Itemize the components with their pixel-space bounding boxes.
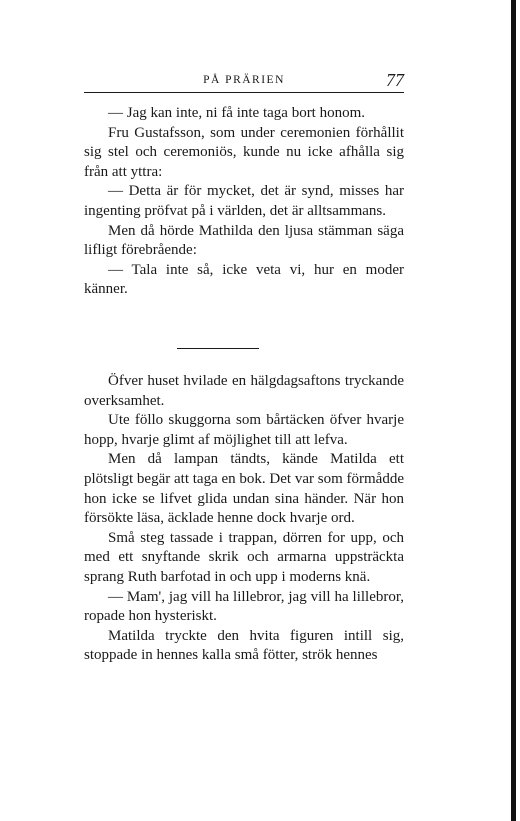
paragraph: Matilda tryckte den hvita figuren intill sig, stoppade in hennes kalla små fötter, strök hennes [84, 627, 404, 664]
paragraph: Men då lampan tändts, kände Matilda ett plötsligt begär att taga en bok. Det var som förmådde hon icke se lifvet glida undan sina händer. När hon försökte läsa, äcklade henne dock hvarje ord. [84, 451, 404, 527]
running-head: PÅ PRÄRIEN [203, 74, 285, 86]
paragraph: Öfver huset hvilade en hälgdagsaftons tryckande overksamhet. [84, 373, 404, 409]
paragraph: Ute föllo skuggorna som bårtäcken öfver hvarje hopp, hvarje glimt af möjlighet till att lefva. [84, 412, 404, 448]
paragraph: Små steg tassade i trappan, dörren for upp, och med ett snyftande skrik och armarna uppsträckta sprang Ruth barfotad in och upp i moderns knä. [84, 529, 404, 585]
paragraph: — Tala inte så, icke veta vi, hur en moder känner. [84, 261, 404, 298]
text-block-after-break [84, 372, 404, 666]
paragraph: — Mam', jag vill ha lillebror, jag vill ha lillebror, ropade hon hysteriskt. [84, 588, 404, 625]
paragraph: Men då hörde Mathilda den ljusa stämman säga lifligt förebrående: [84, 222, 404, 259]
section-break-rule [177, 348, 259, 349]
paragraph: — Jag kan inte, ni få inte taga bort honom. [108, 105, 366, 121]
paragraph: Fru Gustafsson, som under ceremonien förhållit sig stel och ceremoniös, kunde nu icke afhålla sig från att yttra: [84, 124, 404, 180]
text-block-before-break [84, 104, 404, 300]
page-edge [511, 0, 516, 821]
page-number: 77 [386, 70, 404, 90]
paragraph: — Detta är för mycket, det är synd, misses har ingenting pröfvat på i världen, det är alltsammans. [84, 183, 404, 219]
header-rule [84, 92, 404, 93]
